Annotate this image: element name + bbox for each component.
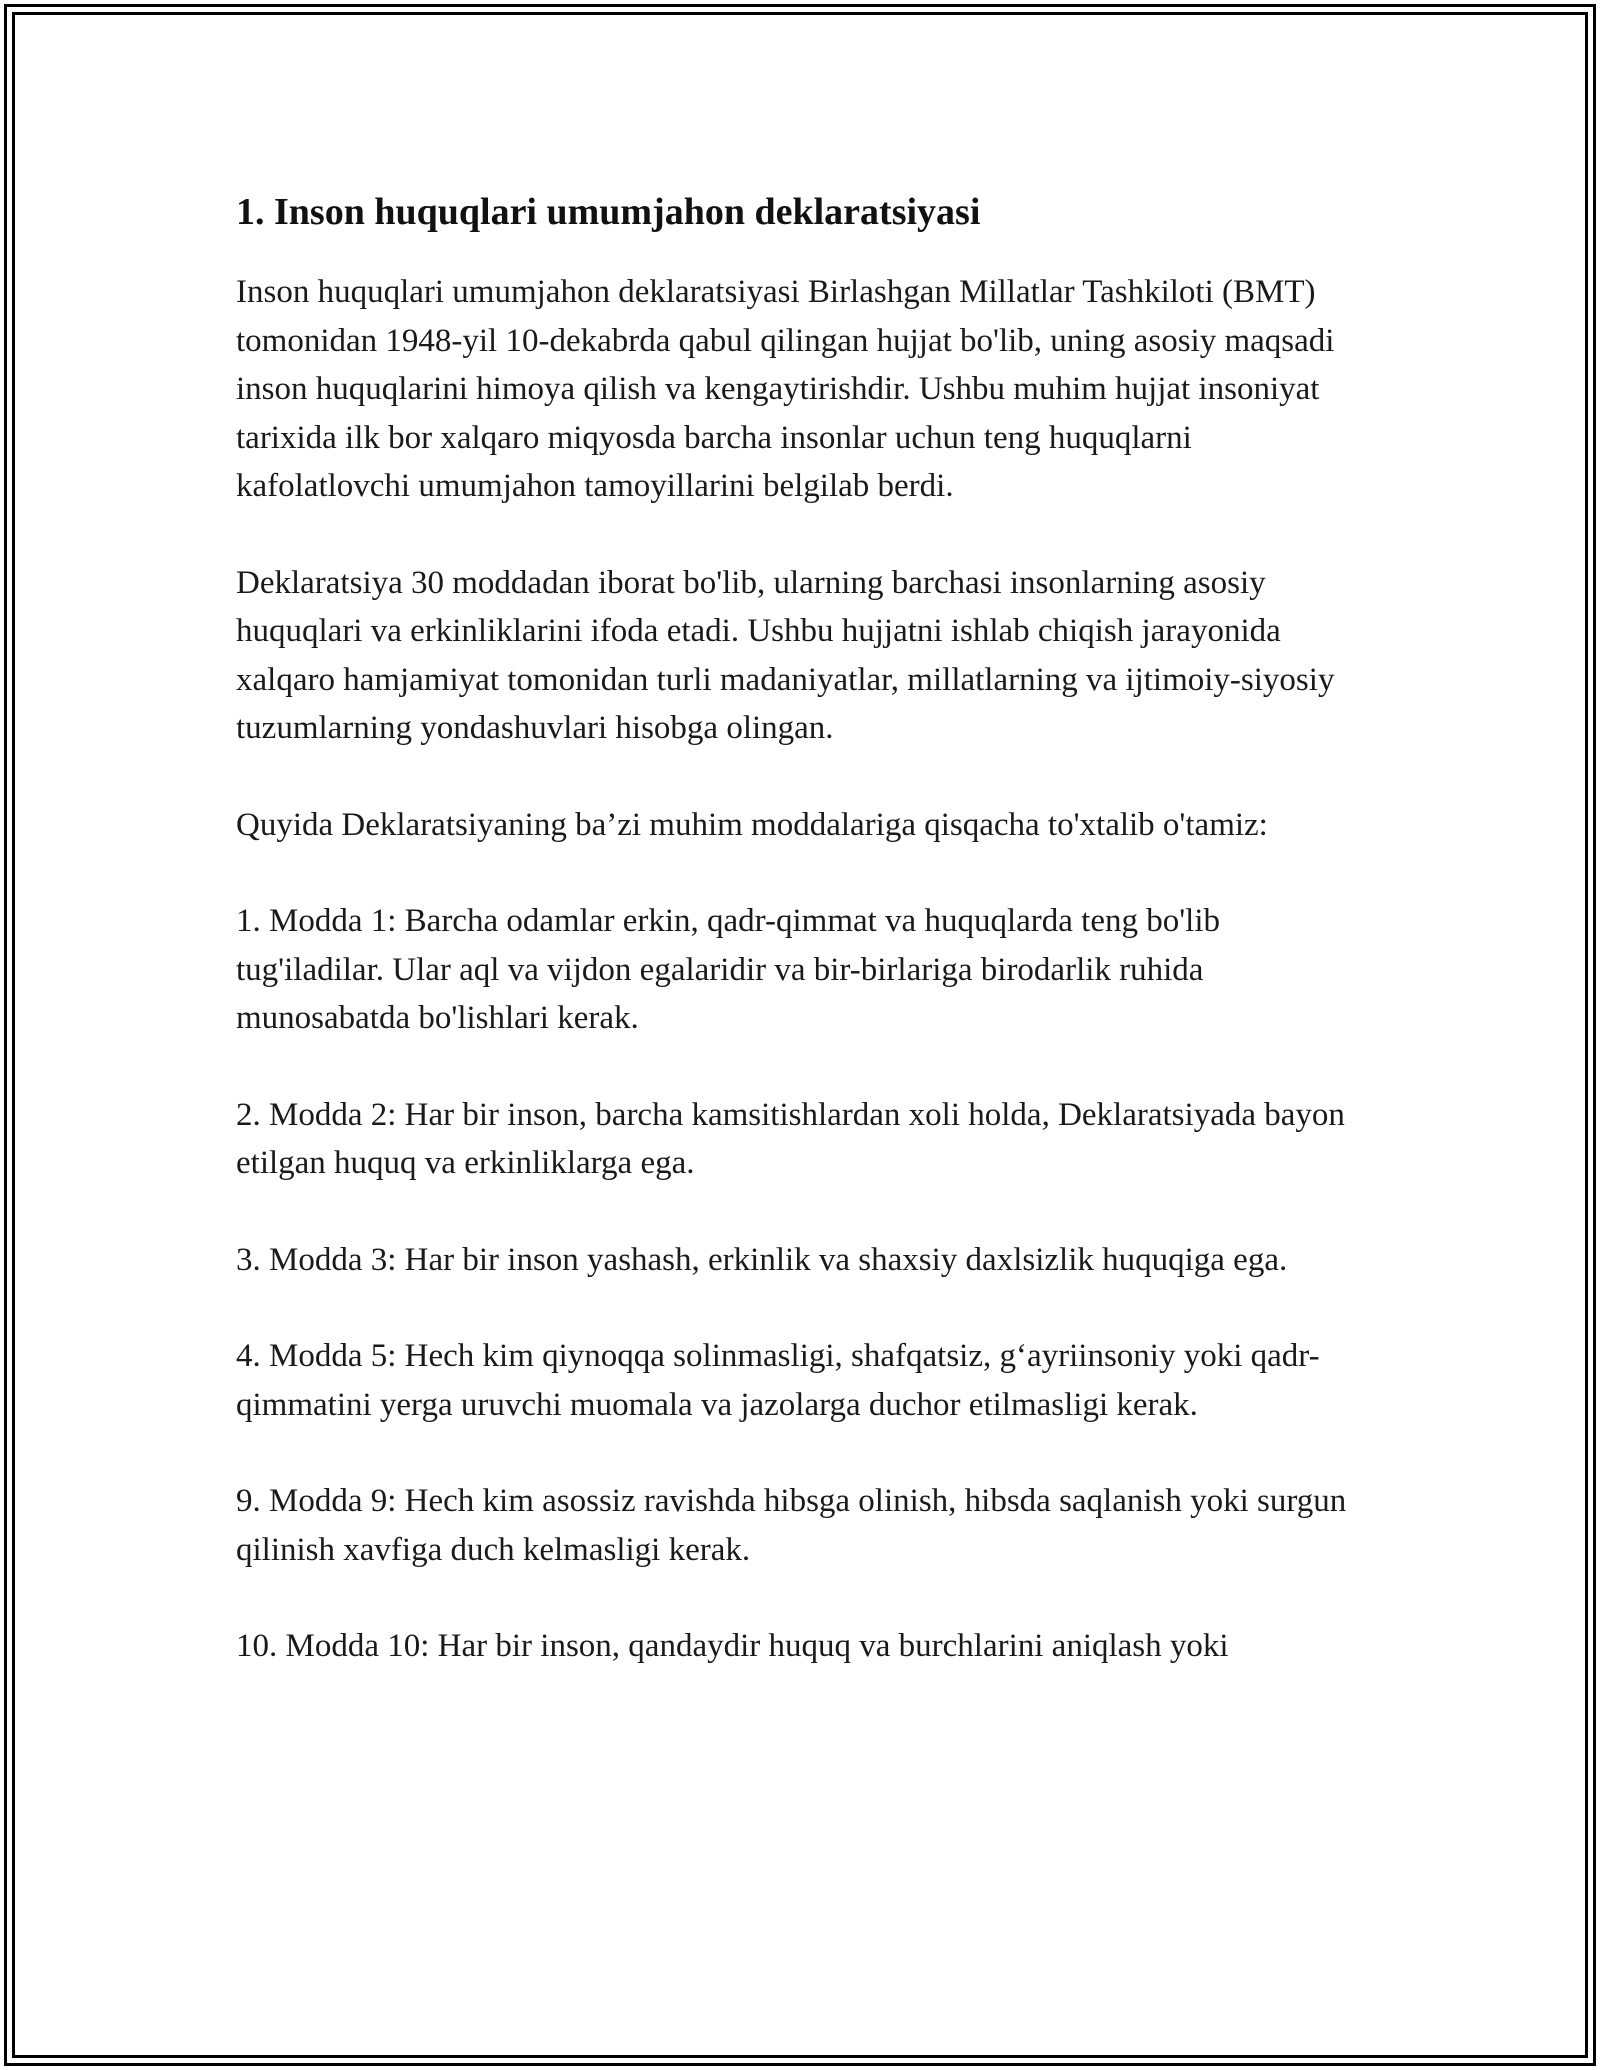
article-item: 9. Modda 9: Hech kim asossiz ravishda hibsga olinish, hibsda saqlanish yoki surgun qilinish xavfiga duch kelmasligi kerak.: [236, 1483, 1347, 1568]
lead-in-paragraph: Quyida Deklaratsiyaning ba’zi muhim moddalariga qisqacha to'xtalib o'tamiz:: [236, 806, 1268, 843]
article-item: 10. Modda 10: Har bir inson, qandaydir huquq va burchlarini aniqlash yoki: [236, 1628, 1229, 1664]
document-title: 1. Inson huquqlari umumjahon deklaratsiyasi: [236, 191, 981, 233]
article-item: 2. Modda 2: Har bir inson, barcha kamsitishlardan xoli holda, Deklaratsiyada bayon etilgan huquq va erkinliklarga ega.: [236, 1096, 1345, 1181]
structure-paragraph: Deklaratsiya 30 moddadan iborat bo'lib, ularning barchasi insonlarning asosiy huquqlari va erkinliklarini ifoda etadi. Ushbu hujjatni ishlab chiqish jarayonida xalqaro hamjamiyat tomonidan turli madaniyatlar, millatlarning va ijtimoiy-siyosiy tuzumlarning yondashuvlari hisobga olingan.: [236, 564, 1335, 746]
article-item: 1. Modda 1: Barcha odamlar erkin, qadr-qimmat va huquqlarda teng bo'lib tug'iladilar. Ular aql va vijdon egalaridir va bir-birlariga birodarlik ruhida munosabatda bo'lishlari kerak.: [236, 903, 1221, 1036]
document-body: [236, 188, 1366, 1719]
article-item: 3. Modda 3: Har bir inson yashash, erkinlik va shaxsiy daxlsizlik huquqiga ega.: [236, 1241, 1288, 1278]
intro-paragraph: Inson huquqlari umumjahon deklaratsiyasi Birlashgan Millatlar Tashkiloti (BMT) tomonidan 1948-yil 10-dekabrda qabul qilingan hujjat bo'lib, uning asosiy maqsadi inson huquqlarini himoya qilish va kengaytirishdir. Ushbu muhim hujjat insoniyat tarixida ilk bor xalqaro miqyosda barcha insonlar uchun teng huquqlarni kafolatlovchi umumjahon tamoyillarini belgilab berdi.: [236, 274, 1335, 504]
article-item: 4. Modda 5: Hech kim qiynoqqa solinmasligi, shafqatsiz, g‘ayriinsoniy yoki qadr-qimmatini yerga uruvchi muomala va jazolarga duchor etilmasligi kerak.: [236, 1338, 1320, 1423]
